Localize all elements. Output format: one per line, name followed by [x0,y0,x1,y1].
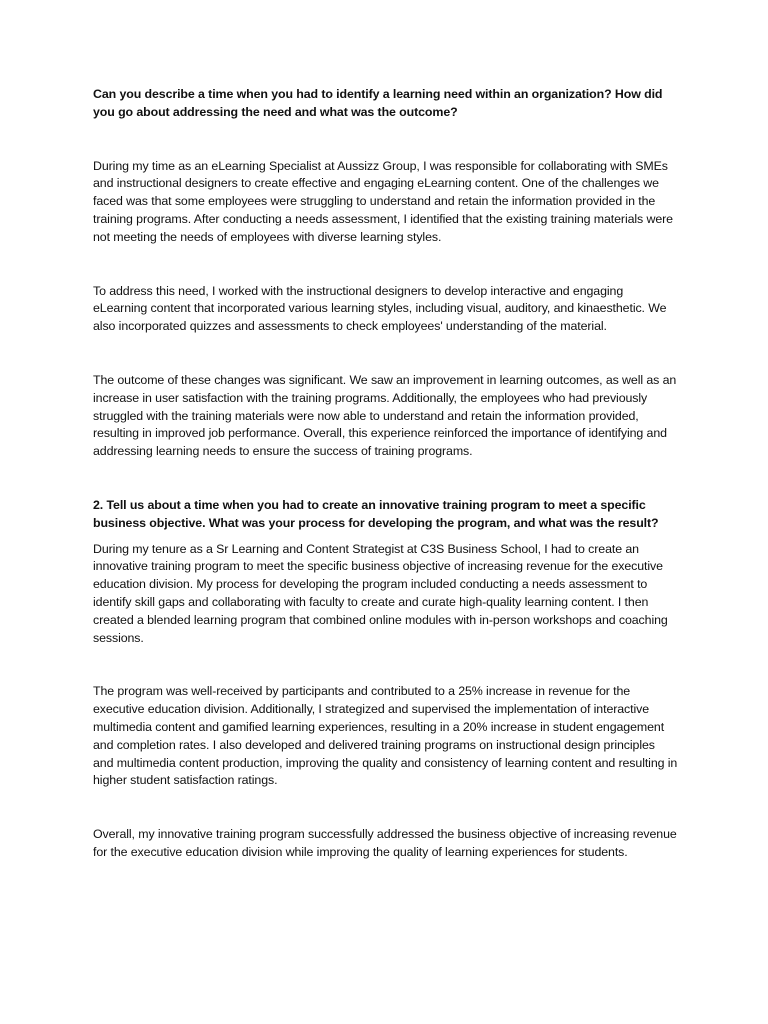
answer-1-paragraph-1: During my time as an eLearning Specialist at Aussizz Group, I was responsible for collaborating with SMEs and instructional designers to create effective and engaging eLearning content. One of the challenges we faced was that some employees were struggling to understand and retain the information provided in the training programs. After conducting a needs assessment, I identified that the existing training materials were not meeting the needs of employees with diverse learning styles. [93,158,673,244]
question-2-heading: 2. Tell us about a time when you had to create an innovative training program to meet a specific business objective. What was your process for developing the program, and what was the result? [93,497,659,530]
answer-1-paragraph-3: The outcome of these changes was significant. We saw an improvement in learning outcomes, as well as an increase in user satisfaction with the training programs. Additionally, the employees who had previously struggled with the training materials were now able to understand and retain the information provided, resulting in improved job performance. Overall, this experience reinforced the importance of identifying and addressing learning needs to ensure the success of training programs. [93,372,677,459]
answer-2-paragraph-1: During my tenure as a Sr Learning and Content Strategist at C3S Business School, I had to create an innovative training program to meet the specific business objective of increasing revenue for the executive education division. My process for developing the program included conducting a needs assessment to identify skill gaps and collaborating with faculty to create and curate high-quality learning content. I then created a blended learning program that combined online modules with in-person workshops and coaching sessions. [93,541,668,645]
document-page [93,86,678,862]
answer-2-paragraph-2: The program was well-received by participants and contributed to a 25% increase in revenue for the executive education division. Additionally, I strategized and supervised the implementation of interactive multimedia content and gamified learning experiences, resulting in a 20% increase in student engagement and completion rates. I also developed and delivered training programs on instructional design principles and multimedia content production, improving the quality and consistency of learning content and resulting in higher student satisfaction ratings. [93,684,678,788]
question-1-heading: Can you describe a time when you had to identify a learning need within an organization? How did you go about addressing the need and what was the outcome? [93,87,663,119]
answer-2-paragraph-3: Overall, my innovative training program successfully addressed the business objective of increasing revenue for the executive education division while improving the quality of learning experiences for students. [93,827,677,859]
answer-1-paragraph-2: To address this need, I worked with the instructional designers to develop interactive and engaging eLearning content that incorporated various learning styles, including visual, auditory, and kinaesthetic. We also incorporated quizzes and assessments to check employees' understanding of the material. [93,283,667,334]
